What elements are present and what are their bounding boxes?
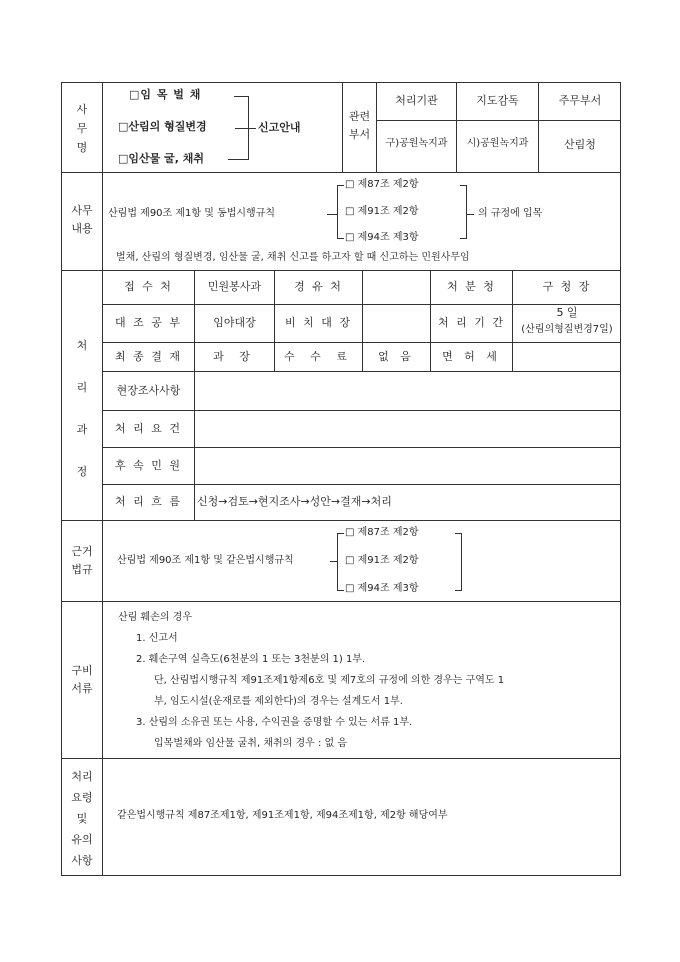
bracket-line <box>234 96 248 97</box>
followup-label: 후 속 민 원 <box>115 459 182 472</box>
dept-value-processing: 구)공원녹지과 <box>385 138 448 149</box>
section-divider <box>61 520 621 521</box>
basis-article-91: □ 제91조 제2항 <box>345 555 419 566</box>
approval-value: 과 장 <box>213 350 256 363</box>
row-divider <box>102 484 621 485</box>
bracket-line <box>248 128 256 129</box>
article-bracket-right <box>460 185 467 239</box>
dest-label: 처 분 청 <box>447 280 496 293</box>
content-suffix: 의 규정에 입목 <box>478 208 543 219</box>
col-divider <box>194 270 195 520</box>
section-divider <box>61 758 621 759</box>
row-divider <box>102 410 621 411</box>
dest-value: 구 청 장 <box>542 280 592 293</box>
documents-line: 부, 임도시설(운재로를 제외한다)의 경우는 설계도서 1부. <box>154 696 403 707</box>
ledger-label: 대 조 공 부 <box>115 316 182 329</box>
bracket-line <box>466 214 474 215</box>
license-label: 면 허 세 <box>442 350 501 363</box>
content-description: 벌채, 산림의 형질변경, 임산물 굴, 채취 신고를 하고자 할 때 신고하는 민원사무임 <box>116 252 470 263</box>
basis-article-87: □ 제87조 제2항 <box>345 527 419 538</box>
content-law: 산림법 제90조 제1항 및 동법시행규칙 <box>108 208 276 219</box>
approval-label: 최 종 결 재 <box>115 350 182 363</box>
section-divider <box>61 172 621 173</box>
bracket-line <box>228 159 248 160</box>
dept-value-main: 산림청 <box>564 138 596 151</box>
office-item-forest-product: □임산물 굴, 채취 <box>118 152 204 165</box>
dept-header-main: 주무부서 <box>558 94 602 107</box>
dept-value-supervision: 시)공원녹지과 <box>466 138 529 149</box>
notes-label: 처리 요령 및 유의 사항 <box>71 770 93 867</box>
dept-header-processing: 처리기관 <box>395 94 438 107</box>
documents-label: 구비 서류 <box>71 664 93 695</box>
row-divider <box>376 120 621 121</box>
documents-line: 2. 훼손구역 실측도(6천분의 1 또는 3천분의 1) 1부. <box>136 654 366 665</box>
article-bracket-left <box>337 185 344 239</box>
bracket-line <box>327 214 337 215</box>
keep-label: 비 치 대 장 <box>285 316 352 329</box>
office-item-felling: □임 목 벌 채 <box>129 88 202 101</box>
office-label: 사 무 명 <box>76 103 88 154</box>
dept-header-supervision: 지도감독 <box>476 94 519 107</box>
fee-label: 수 수 료 <box>284 350 353 363</box>
process-label: 처 리 과 정 <box>76 339 88 478</box>
row-divider <box>102 371 621 372</box>
period-value: 5 일 <box>556 306 578 319</box>
guide-label: 신고안내 <box>258 121 301 134</box>
basis-bracket-left <box>337 533 344 591</box>
documents-line: 1. 신고서 <box>136 633 178 644</box>
flow-label: 처 리 흐 름 <box>115 495 182 508</box>
basis-law: 산림법 제90조 제1항 및 같은법시행규칙 <box>117 555 294 566</box>
row-divider <box>102 447 621 448</box>
ledger-value: 임야대장 <box>213 316 256 329</box>
label-column-divider <box>102 82 103 876</box>
content-label: 사무 내용 <box>71 204 93 235</box>
flow-value: 신청→검토→현지조사→성안→결재→처리 <box>197 495 392 508</box>
documents-line: 단, 산림법시행규칙 제91조제1항제6호 및 제7호의 규정에 의한 경우는 구역도 1 <box>154 675 505 686</box>
office-item-land-change: □산림의 형질변경 <box>118 120 207 133</box>
documents-line: 산림 훼손의 경우 <box>118 612 192 623</box>
survey-label: 현장조사사항 <box>116 384 181 397</box>
period-note: (산림의형질변경7일) <box>521 324 613 335</box>
fee-value: 없 음 <box>378 350 415 363</box>
receive-value: 민원봉사과 <box>207 280 262 293</box>
basis-article-94: □ 제94조 제3항 <box>345 583 419 594</box>
bracket-line <box>330 561 337 562</box>
bracket-line <box>235 128 248 129</box>
documents-line: 입목벌채와 임산물 굴취, 채취의 경우 : 없 음 <box>154 738 348 749</box>
receive-label: 접 수 처 <box>124 280 173 293</box>
notes-text: 같은법시행규칙 제87조제1항, 제91조제1항, 제94조제1항, 제2항 해당여부 <box>117 810 448 821</box>
basis-bracket-right <box>455 533 462 591</box>
content-article-87: □ 제87조 제2항 <box>345 179 419 190</box>
content-article-94: □ 제94조 제3항 <box>345 232 419 243</box>
basis-label: 근거 법규 <box>71 545 93 576</box>
content-article-91: □ 제91조 제2항 <box>345 206 419 217</box>
period-label: 처 리 기 간 <box>438 316 505 329</box>
section-divider <box>61 601 621 602</box>
requirement-label: 처 리 요 건 <box>115 422 182 435</box>
related-dept-label: 관련 부서 <box>348 110 371 141</box>
via-label: 경 유 처 <box>294 280 343 293</box>
section-divider <box>61 270 621 271</box>
documents-line: 3. 산림의 소유권 또는 사용, 수익권을 증명할 수 있는 서류 1부. <box>136 717 413 728</box>
